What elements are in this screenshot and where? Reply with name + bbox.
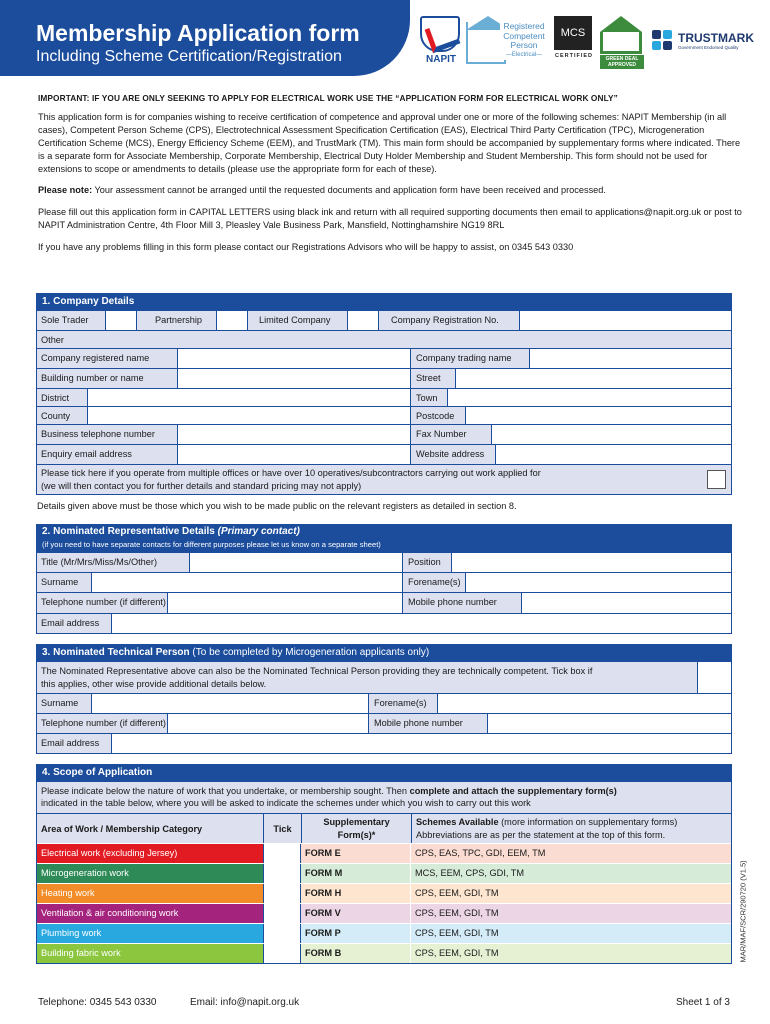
website-label: Website address [416,449,485,459]
town-label: Town [416,393,438,403]
scope-schemes: CPS, EEM, GDI, TM [411,904,731,923]
trustmark-icon [652,30,674,50]
address-row-3 [37,406,731,424]
fax-input[interactable] [491,425,731,444]
county-label: County [41,411,71,421]
tech-phone-row [37,713,731,733]
trading-name-label: Company trading name [416,353,512,363]
rcp-word: Competent [503,30,545,41]
napit-logo-text: NAPIT [426,54,456,65]
rep-phone-label: Telephone number (if different) [41,597,166,607]
registered-competent-person-logo [466,16,548,68]
email-row [37,444,731,464]
scope-area: Microgeneration work [37,864,263,883]
rcp-word: Person [510,40,538,50]
scope-tick-box[interactable] [263,944,301,963]
sole-trader-checkbox[interactable] [105,311,137,330]
section-company-details [36,293,732,495]
scope-schemes: CPS, EEM, GDI, TM [411,944,731,963]
multiple-offices-line: (we will then contact you for further details and standard pricing may not apply) [41,481,362,491]
section-technical-person [36,644,732,754]
enquiry-email-input[interactable] [177,445,411,464]
scope-row [37,943,731,963]
napit-logo [420,16,462,68]
footer-page-number: Sheet 1 of 3 [676,997,730,1008]
section-3-title-text: 3. Nominated Technical Person [42,647,190,658]
tech-email-label: Email address [41,738,100,748]
section-1-title: 1. Company Details [37,294,731,310]
rep-position-input[interactable] [451,553,731,572]
green-deal-logo [600,16,644,68]
tech-phone-label: Telephone number (if different) [41,718,166,728]
scope-area: Electrical work (excluding Jersey) [37,844,263,863]
col-schemes-text: (more information on supplementary forms) [498,817,678,827]
rep-surname-label: Surname [41,577,79,587]
technical-person-line: The Nominated Representative above can also be the Nominated Technical Person providing they are technically competent. Tick box if [41,666,593,676]
footer-email: Email: info@napit.org.uk [190,997,300,1008]
tech-forenames-input[interactable] [437,694,731,713]
registration-no-label: Company Registration No. [391,315,499,325]
scope-intro [37,781,731,813]
tech-forenames-label: Forename(s) [374,698,427,708]
col-area-header: Area of Work / Membership Category [41,824,203,834]
public-details-note: Details given above must be those which you wish to be made public on the relevant registers as detailed in section 8. [37,501,517,511]
col-schemes-line: Abbreviations are as per the statement at the top of this form. [416,830,666,840]
scope-intro-line: indicated in the table below, where you will be asked to indicate the schemes under which you wish to carry out this work [41,798,531,808]
company-type-row [37,310,731,330]
other-row [37,330,731,348]
scope-intro-bold: complete and attach the supplementary form(s) [409,786,617,796]
rep-position-label: Position [408,557,441,567]
scope-row [37,923,731,943]
scope-area: Plumbing work [37,924,263,943]
website-input[interactable] [495,445,731,464]
address-row-1 [37,368,731,388]
tech-mobile-input[interactable] [487,714,731,733]
scope-table-header [37,813,731,843]
scope-intro-text: Please indicate below the nature of work that you undertake, or membership sought. Then [41,786,410,796]
trustmark-name: TRUSTMARK [678,31,754,45]
building-input[interactable] [177,369,411,388]
mcs-logo [554,16,594,68]
col-supplementary-header: Supplementary Form(s)* [301,814,411,843]
note-label: Please note: [38,185,93,195]
rep-email-row [37,613,731,633]
rep-forenames-input[interactable] [465,573,731,592]
tech-mobile-label: Mobile phone number [374,718,463,728]
business-phone-input[interactable] [177,425,411,444]
napit-shield-icon [420,16,460,52]
rep-mobile-label: Mobile phone number [408,597,497,607]
rep-mobile-input[interactable] [521,593,731,613]
intro-paragraph: This application form is for companies wishing to receive certification of competence and approval under one or more of the following schemes: NAPIT Membership (in all cases), Competent Person Scheme (CPS), Electrotechnical Assessment Specification Certification (EAS), Electrical Third Party Certification (TPC), Microgeneration Certification Scheme (MCS), Energy Efficiency Scheme (EEM), and TrustMark (TM). This main form should be accompanied by supplementary forms where indicated. There is a separate form for Associate Membership, Corporate Membership, Electrical Duty Holder Membership and Student Membership. This form should not be used for extensions to scope or amendments to details (please use the appropriate form for each of these). [38,112,741,174]
partnership-checkbox[interactable] [216,311,248,330]
col-schemes-line [416,816,731,829]
scope-schemes: CPS, EEM, GDI, TM [411,924,731,943]
rep-name-row [37,572,731,592]
scope-schemes: CPS, EEM, GDI, TM [411,884,731,903]
accreditation-logos [420,16,760,70]
section-3-title [37,645,731,661]
note-text: Your assessment cannot be arranged until the requested documents and application form have been received and processed. [92,185,606,195]
scope-area: Ventilation & air conditioning work [37,904,263,923]
scope-form: FORM M [301,864,411,883]
instructions-paragraph: Please fill out this application form in CAPITAL LETTERS using black ink and return with all required supporting documents then email to applications@napit.org.uk or post to NAPIT Administration Centre, 4th Floor Mill 3, Pleasley Vale Business Park, Mansfield, Nottinghamshire NG19 8RL [38,207,742,230]
registered-name-input[interactable] [177,349,411,368]
help-paragraph: If you have any problems filling in this form please contact our Registrations Advisors who will be happy to assist, on 0345 543 0330 [38,242,574,252]
rep-title-input[interactable] [189,553,403,572]
scope-tick-box[interactable] [263,884,301,903]
trading-name-input[interactable] [529,349,731,368]
rcp-word: Registered [503,21,545,31]
form-title: Membership Application form [36,20,360,46]
scope-tick-box[interactable] [263,904,301,923]
scope-area: Building fabric work [37,944,263,963]
form-reference-text: MAR/MAF/SCR/290720 (V1.5) [738,860,748,963]
rep-phone-row [37,592,731,613]
rep-surname-input[interactable] [91,573,403,592]
scope-tick-box[interactable] [263,864,301,883]
business-phone-label: Business telephone number [41,429,155,439]
limited-company-checkbox[interactable] [347,311,379,330]
trustmark-tagline: Government Endorsed Quality [678,45,739,50]
rep-forenames-label: Forename(s) [408,577,461,587]
other-label: Other [41,335,64,345]
multiple-offices-row [37,464,731,494]
green-deal-roof-icon [600,16,642,32]
section-2-title-text: 2. Nominated Representative Details [42,526,215,537]
tech-phone-input[interactable] [167,714,369,733]
section-4-title: 4. Scope of Application [37,765,731,781]
building-label: Building number or name [41,373,144,383]
section-scope [36,764,732,964]
technical-person-statement [41,665,592,693]
scope-row [37,903,731,923]
tech-email-row [37,733,731,753]
rep-phone-input[interactable] [167,593,403,613]
rcp-word: —Electrical— [505,51,543,58]
registered-name-label: Company registered name [41,353,150,363]
district-input[interactable] [87,389,411,406]
county-input[interactable] [87,407,411,424]
fax-label: Fax Number [416,429,467,439]
scope-form: FORM E [301,844,411,863]
multiple-offices-checkbox[interactable] [707,470,726,489]
postcode-input[interactable] [465,407,731,424]
form-subtitle: Including Scheme Certification/Registration [36,48,342,65]
scope-table-body [37,843,731,963]
rep-title-row [37,552,731,572]
scope-intro-line [41,785,727,797]
section-representative [36,524,732,634]
footer-phone: Telephone: 0345 543 0330 [38,997,157,1008]
technical-person-tick-row [37,661,731,693]
district-label: District [41,393,70,403]
scope-schemes: CPS, EAS, TPC, GDI, EEM, TM [411,844,731,863]
section-3-title-note: (To be completed by Microgeneration applicants only) [189,647,430,658]
scope-row [37,843,731,863]
rep-email-label: Email address [41,618,100,628]
col-tick-header: Tick [263,814,301,843]
technical-person-line: this applies, other wise provide additional details below. [41,679,267,689]
enquiry-email-label: Enquiry email address [41,449,132,459]
postcode-label: Postcode [416,411,455,421]
scope-tick-box[interactable] [263,924,301,943]
header-banner [0,0,410,76]
important-notice: IMPORTANT: IF YOU ARE ONLY SEEKING TO APPLY FOR ELECTRICAL WORK USE THE “APPLICATION FORM FOR ELECTRICAL WORK ONLY” [38,93,618,103]
mcs-caption: CERTIFIED [554,53,594,59]
scope-schemes: MCS, EEM, CPS, GDI, TM [411,864,731,883]
mcs-logo-text: MCS [554,16,592,50]
tech-surname-input[interactable] [91,694,369,713]
registration-no-input[interactable] [519,311,731,330]
scope-form: FORM H [301,884,411,903]
scope-form: FORM P [301,924,411,943]
street-label: Street [416,373,441,383]
company-name-row [37,348,731,368]
scope-tick-box[interactable] [263,844,301,863]
section-2-subtitle: (if you need to have separate contacts for different purposes please let us know on a separate sheet) [37,539,731,552]
multiple-offices-text [41,467,541,494]
section-2-title-italic: (Primary contact) [214,526,300,537]
col-schemes-header [411,814,731,843]
sole-trader-label: Sole Trader [41,315,89,325]
scope-row [37,863,731,883]
multiple-offices-line: Please tick here if you operate from multiple offices or have over 10 operatives/subcontractors carrying out work applied for [41,468,541,478]
scope-form: FORM V [301,904,411,923]
phone-row [37,424,731,444]
section-2-title [37,525,731,539]
rep-title-label: Title (Mr/Mrs/Miss/Ms/Other) [41,557,158,567]
tech-surname-label: Surname [41,698,79,708]
green-deal-text: GREEN DEAL APPROVED [600,55,644,69]
form-reference [737,860,749,966]
scope-form: FORM B [301,944,411,963]
col-schemes-bold: Schemes Available [416,817,499,827]
rep-email-input[interactable] [111,614,731,633]
scope-row [37,883,731,903]
partnership-label: Partnership [155,315,202,325]
town-input[interactable] [447,389,731,406]
trustmark-logo [652,30,758,60]
tech-name-row [37,693,731,713]
address-row-2 [37,388,731,406]
green-deal-house-icon [600,32,642,54]
technical-person-checkbox[interactable] [697,662,731,693]
scope-area: Heating work [37,884,263,903]
tech-email-input[interactable] [111,734,731,753]
street-input[interactable] [455,369,731,388]
intro-text [38,92,744,254]
assessment-note [38,184,744,197]
limited-company-label: Limited Company [259,315,331,325]
